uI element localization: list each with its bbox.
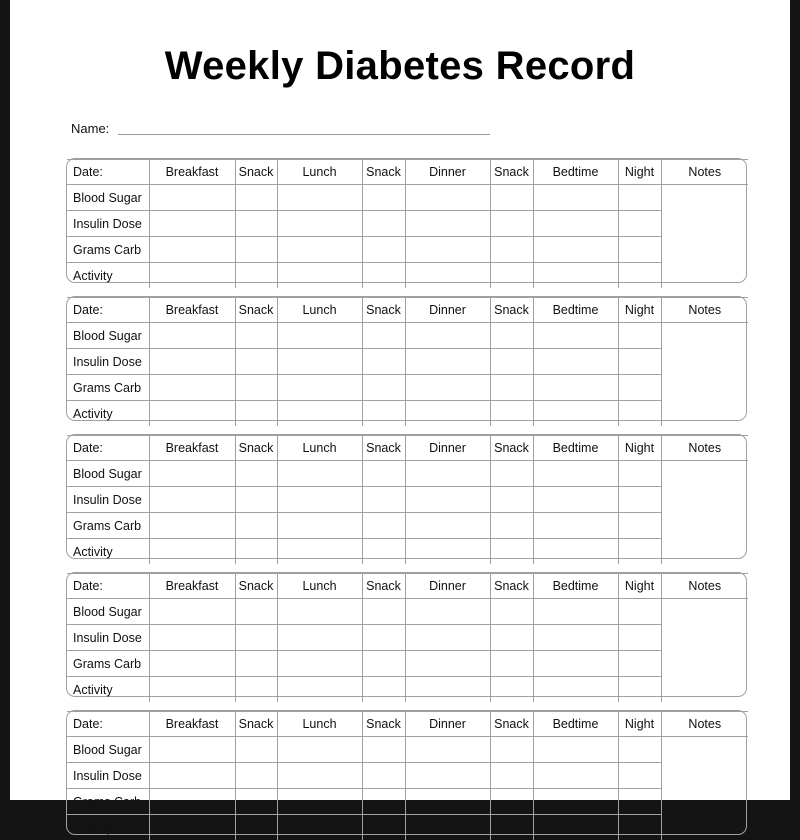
entry-cell[interactable] — [362, 539, 405, 565]
entry-cell[interactable] — [490, 815, 533, 840]
table-row — [67, 487, 748, 513]
entry-cell[interactable] — [405, 513, 490, 539]
entry-cell[interactable] — [362, 677, 405, 703]
entry-cell[interactable] — [405, 375, 490, 401]
row-label: Insulin Dose — [67, 625, 149, 651]
entry-cell[interactable] — [490, 211, 533, 237]
entry-cell[interactable] — [149, 263, 235, 289]
entry-cell[interactable] — [277, 263, 362, 289]
entry-cell[interactable] — [533, 763, 618, 789]
entry-cell[interactable] — [235, 651, 277, 677]
table-row — [67, 789, 748, 815]
entry-cell[interactable] — [149, 539, 235, 565]
column-header: Snack — [235, 298, 277, 323]
column-header: Snack — [235, 436, 277, 461]
entry-cell[interactable] — [490, 323, 533, 349]
entry-cell[interactable] — [490, 185, 533, 211]
entry-cell[interactable] — [277, 375, 362, 401]
column-header: Bedtime — [533, 436, 618, 461]
entry-cell[interactable] — [235, 323, 277, 349]
table-row — [67, 461, 748, 487]
entry-cell[interactable] — [533, 599, 618, 625]
date-field[interactable]: Date: — [67, 574, 149, 599]
entry-cell[interactable] — [618, 539, 661, 565]
entry-cell[interactable] — [149, 237, 235, 263]
entry-cell[interactable] — [618, 487, 661, 513]
entry-cell[interactable] — [533, 737, 618, 763]
entry-cell[interactable] — [149, 401, 235, 427]
column-header: Lunch — [277, 160, 362, 185]
entry-cell[interactable] — [405, 625, 490, 651]
row-label: Activity — [67, 677, 149, 703]
entry-cell[interactable] — [235, 677, 277, 703]
row-label: Insulin Dose — [67, 763, 149, 789]
column-header: Snack — [490, 712, 533, 737]
row-label: Grams Carb — [67, 375, 149, 401]
day-record-table — [66, 158, 747, 283]
entry-cell[interactable] — [490, 513, 533, 539]
entry-cell[interactable] — [277, 237, 362, 263]
entry-cell[interactable] — [405, 401, 490, 427]
entry-cell[interactable] — [490, 375, 533, 401]
entry-cell[interactable] — [618, 737, 661, 763]
row-label: Blood Sugar — [67, 185, 149, 211]
entry-cell[interactable] — [362, 237, 405, 263]
entry-cell[interactable] — [277, 185, 362, 211]
column-header: Snack — [362, 712, 405, 737]
entry-cell[interactable] — [490, 487, 533, 513]
entry-cell[interactable] — [362, 625, 405, 651]
entry-cell[interactable] — [235, 599, 277, 625]
entry-cell[interactable] — [618, 263, 661, 289]
entry-cell[interactable] — [405, 487, 490, 513]
row-label: Activity — [67, 815, 149, 840]
notes-cell[interactable] — [661, 185, 748, 289]
date-field[interactable]: Date: — [67, 436, 149, 461]
column-header: Lunch — [277, 298, 362, 323]
row-label: Blood Sugar — [67, 323, 149, 349]
entry-cell[interactable] — [490, 461, 533, 487]
entry-cell[interactable] — [362, 349, 405, 375]
date-field[interactable]: Date: — [67, 712, 149, 737]
column-header: Bedtime — [533, 160, 618, 185]
column-header: Snack — [362, 160, 405, 185]
entry-cell[interactable] — [235, 815, 277, 840]
column-header: Night — [618, 574, 661, 599]
column-header: Snack — [235, 160, 277, 185]
column-header: Snack — [235, 574, 277, 599]
entry-cell[interactable] — [362, 763, 405, 789]
entry-cell[interactable] — [405, 737, 490, 763]
entry-cell[interactable] — [533, 677, 618, 703]
entry-cell[interactable] — [405, 323, 490, 349]
row-label: Insulin Dose — [67, 211, 149, 237]
column-header: Notes — [661, 574, 748, 599]
entry-cell[interactable] — [618, 323, 661, 349]
entry-cell[interactable] — [533, 375, 618, 401]
entry-cell[interactable] — [405, 237, 490, 263]
entry-cell[interactable] — [235, 211, 277, 237]
entry-cell[interactable] — [533, 349, 618, 375]
entry-cell[interactable] — [362, 375, 405, 401]
table-row — [67, 263, 748, 289]
entry-cell[interactable] — [533, 401, 618, 427]
entry-cell[interactable] — [533, 625, 618, 651]
entry-cell[interactable] — [533, 211, 618, 237]
table-row — [67, 349, 748, 375]
entry-cell[interactable] — [405, 789, 490, 815]
entry-cell[interactable] — [149, 677, 235, 703]
entry-cell[interactable] — [362, 263, 405, 289]
table-row — [67, 211, 748, 237]
entry-cell[interactable] — [533, 789, 618, 815]
row-label: Activity — [67, 263, 149, 289]
column-header: Snack — [490, 574, 533, 599]
entry-cell[interactable] — [149, 487, 235, 513]
entry-cell[interactable] — [235, 185, 277, 211]
entry-cell[interactable] — [149, 461, 235, 487]
column-header: Snack — [362, 298, 405, 323]
entry-cell[interactable] — [277, 401, 362, 427]
entry-cell[interactable] — [405, 211, 490, 237]
row-label: Grams Carb — [67, 237, 149, 263]
entry-cell[interactable] — [618, 375, 661, 401]
entry-cell[interactable] — [277, 323, 362, 349]
column-header: Notes — [661, 436, 748, 461]
entry-cell[interactable] — [490, 401, 533, 427]
entry-cell[interactable] — [490, 789, 533, 815]
entry-cell[interactable] — [235, 625, 277, 651]
record-page — [10, 0, 790, 800]
entry-cell[interactable] — [362, 737, 405, 763]
entry-cell[interactable] — [490, 651, 533, 677]
entry-cell[interactable] — [618, 185, 661, 211]
column-header: Bedtime — [533, 298, 618, 323]
entry-cell[interactable] — [490, 237, 533, 263]
entry-cell[interactable] — [235, 513, 277, 539]
column-header: Snack — [490, 298, 533, 323]
table-row — [67, 815, 748, 840]
entry-cell[interactable] — [235, 375, 277, 401]
entry-cell[interactable] — [235, 737, 277, 763]
entry-cell[interactable] — [149, 211, 235, 237]
column-header: Night — [618, 298, 661, 323]
row-label: Activity — [67, 401, 149, 427]
entry-cell[interactable] — [405, 539, 490, 565]
entry-cell[interactable] — [618, 651, 661, 677]
entry-cell[interactable] — [277, 539, 362, 565]
entry-cell[interactable] — [277, 763, 362, 789]
entry-cell[interactable] — [277, 599, 362, 625]
entry-cell[interactable] — [405, 651, 490, 677]
entry-cell[interactable] — [277, 487, 362, 513]
entry-cell[interactable] — [490, 763, 533, 789]
entry-cell[interactable] — [405, 599, 490, 625]
entry-cell[interactable] — [533, 539, 618, 565]
entry-cell[interactable] — [362, 651, 405, 677]
column-header: Snack — [362, 574, 405, 599]
entry-cell[interactable] — [235, 789, 277, 815]
entry-cell[interactable] — [405, 677, 490, 703]
page-title: Weekly Diabetes Record — [10, 44, 790, 89]
entry-cell[interactable] — [490, 737, 533, 763]
column-header: Snack — [490, 436, 533, 461]
entry-cell[interactable] — [533, 513, 618, 539]
table-row — [67, 599, 748, 625]
entry-cell[interactable] — [618, 599, 661, 625]
entry-cell[interactable] — [277, 625, 362, 651]
column-header: Notes — [661, 298, 748, 323]
entry-cell[interactable] — [533, 461, 618, 487]
column-header: Notes — [661, 160, 748, 185]
name-label: Name: — [71, 121, 109, 136]
entry-cell[interactable] — [149, 349, 235, 375]
entry-cell[interactable] — [149, 375, 235, 401]
entry-cell[interactable] — [533, 263, 618, 289]
entry-cell[interactable] — [362, 185, 405, 211]
table-row — [67, 737, 748, 763]
notes-cell[interactable] — [661, 323, 748, 427]
entry-cell[interactable] — [277, 349, 362, 375]
entry-cell[interactable] — [149, 651, 235, 677]
row-label: Blood Sugar — [67, 461, 149, 487]
column-header: Night — [618, 436, 661, 461]
column-header: Lunch — [277, 712, 362, 737]
table-row — [67, 677, 748, 703]
row-label: Grams Carb — [67, 789, 149, 815]
notes-cell[interactable] — [661, 599, 748, 703]
table-row — [67, 185, 748, 211]
entry-cell[interactable] — [235, 349, 277, 375]
entry-cell[interactable] — [362, 487, 405, 513]
entry-cell[interactable] — [149, 737, 235, 763]
entry-cell[interactable] — [362, 789, 405, 815]
entry-cell[interactable] — [149, 185, 235, 211]
row-label: Grams Carb — [67, 513, 149, 539]
table-row — [67, 539, 748, 565]
date-field[interactable]: Date: — [67, 298, 149, 323]
column-header: Breakfast — [149, 574, 235, 599]
row-label: Grams Carb — [67, 651, 149, 677]
column-header: Bedtime — [533, 574, 618, 599]
table-row — [67, 237, 748, 263]
entry-cell[interactable] — [618, 349, 661, 375]
entry-cell[interactable] — [618, 237, 661, 263]
entry-cell[interactable] — [149, 789, 235, 815]
column-header: Dinner — [405, 436, 490, 461]
column-header: Night — [618, 712, 661, 737]
day-record-table — [66, 296, 747, 421]
entry-cell[interactable] — [618, 815, 661, 840]
table-row — [67, 401, 748, 427]
entry-cell[interactable] — [618, 401, 661, 427]
column-header: Snack — [362, 436, 405, 461]
column-header: Snack — [235, 712, 277, 737]
day-record-table — [66, 434, 747, 559]
entry-cell[interactable] — [235, 539, 277, 565]
entry-cell[interactable] — [490, 539, 533, 565]
entry-cell[interactable] — [618, 677, 661, 703]
entry-cell[interactable] — [362, 815, 405, 840]
day-record-table — [66, 572, 747, 697]
entry-cell[interactable] — [362, 599, 405, 625]
entry-cell[interactable] — [490, 677, 533, 703]
entry-cell[interactable] — [277, 789, 362, 815]
name-field-line[interactable] — [118, 134, 490, 135]
entry-cell[interactable] — [277, 461, 362, 487]
entry-cell[interactable] — [149, 323, 235, 349]
row-label: Insulin Dose — [67, 487, 149, 513]
entry-cell[interactable] — [618, 513, 661, 539]
entry-cell[interactable] — [533, 487, 618, 513]
entry-cell[interactable] — [235, 763, 277, 789]
entry-cell[interactable] — [277, 737, 362, 763]
table-row — [67, 513, 748, 539]
notes-cell[interactable] — [661, 737, 748, 840]
column-header: Bedtime — [533, 712, 618, 737]
notes-cell[interactable] — [661, 461, 748, 565]
entry-cell[interactable] — [533, 815, 618, 840]
table-row — [67, 375, 748, 401]
entry-cell[interactable] — [618, 763, 661, 789]
entry-cell[interactable] — [490, 625, 533, 651]
entry-cell[interactable] — [490, 349, 533, 375]
entry-cell[interactable] — [490, 599, 533, 625]
column-header: Breakfast — [149, 160, 235, 185]
column-header: Snack — [490, 160, 533, 185]
row-label: Blood Sugar — [67, 737, 149, 763]
entry-cell[interactable] — [362, 461, 405, 487]
entry-cell[interactable] — [362, 211, 405, 237]
column-header: Dinner — [405, 298, 490, 323]
entry-cell[interactable] — [618, 461, 661, 487]
entry-cell[interactable] — [362, 323, 405, 349]
entry-cell[interactable] — [618, 211, 661, 237]
entry-cell[interactable] — [533, 651, 618, 677]
entry-cell[interactable] — [149, 815, 235, 840]
entry-cell[interactable] — [405, 263, 490, 289]
table-row — [67, 651, 748, 677]
column-header: Breakfast — [149, 712, 235, 737]
entry-cell[interactable] — [149, 625, 235, 651]
column-header: Lunch — [277, 436, 362, 461]
entry-cell[interactable] — [235, 487, 277, 513]
entry-cell[interactable] — [235, 263, 277, 289]
column-header: Lunch — [277, 574, 362, 599]
entry-cell[interactable] — [235, 461, 277, 487]
entry-cell[interactable] — [277, 815, 362, 840]
column-header: Dinner — [405, 160, 490, 185]
entry-cell[interactable] — [405, 185, 490, 211]
entry-cell[interactable] — [277, 211, 362, 237]
entry-cell[interactable] — [277, 677, 362, 703]
table-row — [67, 625, 748, 651]
entry-cell[interactable] — [533, 185, 618, 211]
entry-cell[interactable] — [235, 237, 277, 263]
column-header: Notes — [661, 712, 748, 737]
column-header: Breakfast — [149, 298, 235, 323]
entry-cell[interactable] — [533, 323, 618, 349]
entry-cell[interactable] — [490, 263, 533, 289]
entry-cell[interactable] — [235, 401, 277, 427]
column-header: Dinner — [405, 574, 490, 599]
entry-cell[interactable] — [149, 763, 235, 789]
day-record-table — [66, 710, 747, 835]
table-row — [67, 763, 748, 789]
entry-cell[interactable] — [405, 815, 490, 840]
entry-cell[interactable] — [149, 599, 235, 625]
entry-cell[interactable] — [405, 349, 490, 375]
entry-cell[interactable] — [405, 763, 490, 789]
date-field[interactable]: Date: — [67, 160, 149, 185]
column-header: Night — [618, 160, 661, 185]
row-label: Blood Sugar — [67, 599, 149, 625]
entry-cell[interactable] — [618, 625, 661, 651]
table-row — [67, 323, 748, 349]
entry-cell[interactable] — [362, 513, 405, 539]
entry-cell[interactable] — [277, 651, 362, 677]
column-header: Breakfast — [149, 436, 235, 461]
entry-cell[interactable] — [618, 789, 661, 815]
row-label: Activity — [67, 539, 149, 565]
entry-cell[interactable] — [533, 237, 618, 263]
entry-cell[interactable] — [277, 513, 362, 539]
entry-cell[interactable] — [362, 401, 405, 427]
entry-cell[interactable] — [149, 513, 235, 539]
row-label: Insulin Dose — [67, 349, 149, 375]
entry-cell[interactable] — [405, 461, 490, 487]
column-header: Dinner — [405, 712, 490, 737]
